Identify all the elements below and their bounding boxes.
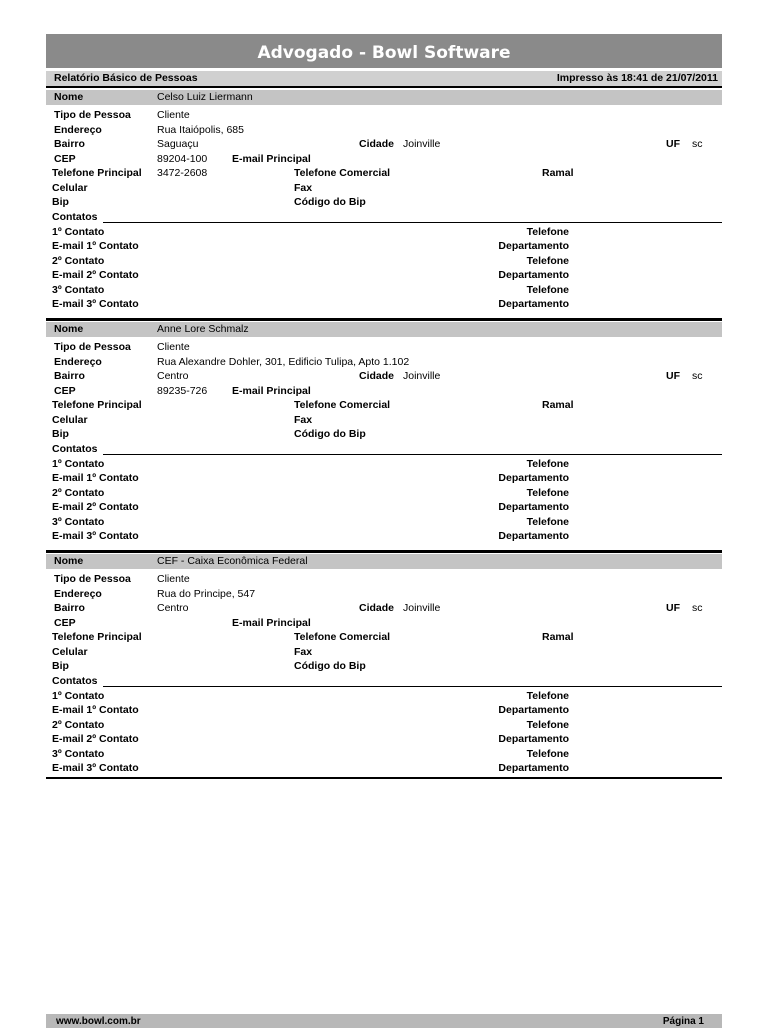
contact-1-label: 1º Contato	[52, 690, 105, 702]
pager-label: Bip	[52, 428, 69, 440]
contact-1-email-label: E-mail 1º Contato	[52, 472, 139, 484]
contact-2-label: 2º Contato	[52, 719, 105, 731]
footer-website: www.bowl.com.br	[56, 1016, 141, 1027]
contact-3-department-label: Departamento	[498, 530, 569, 542]
contact-2-phone-label: Telefone	[526, 719, 569, 731]
contact-2-label: 2º Contato	[52, 487, 105, 499]
state-label: UF	[666, 138, 680, 150]
name-value: Anne Lore Schmalz	[157, 323, 249, 335]
type-label: Tipo de Pessoa	[54, 109, 131, 121]
main-email-label: E-mail Principal	[232, 617, 311, 629]
record-name-bar	[46, 322, 722, 337]
contact-2-email-label: E-mail 2º Contato	[52, 269, 139, 281]
contacts-divider	[103, 222, 722, 223]
contact-2-department-label: Departamento	[498, 501, 569, 513]
report-name: Relatório Básico de Pessoas	[54, 72, 198, 84]
person-record	[46, 318, 722, 547]
name-label: Nome	[54, 555, 84, 567]
contacts-divider	[103, 686, 722, 687]
contacts-divider	[103, 454, 722, 455]
page-footer	[46, 1014, 722, 1028]
mobile-label: Celular	[52, 182, 88, 194]
person-record	[46, 550, 722, 779]
contact-3-phone-label: Telefone	[526, 284, 569, 296]
city-label: Cidade	[358, 138, 394, 150]
address-label: Endereço	[54, 356, 102, 368]
city-value: Joinville	[403, 370, 441, 382]
mobile-label: Celular	[52, 414, 88, 426]
mobile-label: Celular	[52, 646, 88, 658]
footer-page-number: Página 1	[662, 1016, 704, 1027]
record-name-bar	[46, 554, 722, 569]
main-phone-label: Telefone Principal	[52, 399, 142, 411]
zip-label: CEP	[54, 617, 76, 629]
type-label: Tipo de Pessoa	[54, 341, 131, 353]
contacts-label: Contatos	[52, 443, 98, 455]
contact-3-label: 3º Contato	[52, 516, 105, 528]
contact-1-email-label: E-mail 1º Contato	[52, 704, 139, 716]
city-label: Cidade	[358, 602, 394, 614]
contact-1-phone-label: Telefone	[526, 458, 569, 470]
main-email-label: E-mail Principal	[232, 153, 311, 165]
record-bottom-border	[46, 777, 722, 779]
pager-label: Bip	[52, 660, 69, 672]
city-value: Joinville	[403, 138, 441, 150]
zip-label: CEP	[54, 153, 76, 165]
contacts-label: Contatos	[52, 211, 98, 223]
record-name-bar	[46, 90, 722, 105]
name-value: Celso Luiz Liermann	[157, 91, 253, 103]
neighborhood-label: Bairro	[54, 602, 85, 614]
state-value: sc	[692, 602, 703, 614]
record-separator	[46, 318, 722, 321]
state-label: UF	[666, 602, 680, 614]
contact-3-email-label: E-mail 3º Contato	[52, 530, 139, 542]
name-value: CEF - Caixa Econômica Federal	[157, 555, 308, 567]
zip-value: 89235-726	[157, 385, 208, 397]
contact-1-department-label: Departamento	[498, 472, 569, 484]
business-phone-label: Telefone Comercial	[294, 399, 391, 411]
contact-1-label: 1º Contato	[52, 458, 105, 470]
neighborhood-label: Bairro	[54, 138, 85, 150]
city-value: Joinville	[403, 602, 441, 614]
contact-3-email-label: E-mail 3º Contato	[52, 762, 139, 774]
business-phone-label: Telefone Comercial	[294, 631, 391, 643]
contact-1-phone-label: Telefone	[526, 226, 569, 238]
contact-2-phone-label: Telefone	[526, 487, 569, 499]
contact-1-email-label: E-mail 1º Contato	[52, 240, 139, 252]
contact-2-email-label: E-mail 2º Contato	[52, 733, 139, 745]
pager-code-label: Código do Bip	[294, 196, 366, 208]
state-value: sc	[692, 370, 703, 382]
zip-value: 89204-100	[157, 153, 208, 165]
contact-3-label: 3º Contato	[52, 284, 105, 296]
pager-code-label: Código do Bip	[294, 660, 366, 672]
contact-3-phone-label: Telefone	[526, 516, 569, 528]
address-value: Rua Itaiópolis, 685	[157, 124, 244, 136]
state-value: sc	[692, 138, 703, 150]
extension-label: Ramal	[542, 399, 574, 411]
print-timestamp: Impresso às 18:41 de 21/07/2011	[556, 72, 718, 84]
neighborhood-label: Bairro	[54, 370, 85, 382]
fax-label: Fax	[294, 182, 313, 194]
fax-label: Fax	[294, 646, 313, 658]
contact-1-label: 1º Contato	[52, 226, 105, 238]
contact-3-department-label: Departamento	[498, 762, 569, 774]
contact-3-email-label: E-mail 3º Contato	[52, 298, 139, 310]
person-record	[46, 86, 722, 315]
contact-2-department-label: Departamento	[498, 269, 569, 281]
extension-label: Ramal	[542, 167, 574, 179]
state-label: UF	[666, 370, 680, 382]
contact-3-label: 3º Contato	[52, 748, 105, 760]
extension-label: Ramal	[542, 631, 574, 643]
city-label: Cidade	[358, 370, 394, 382]
contact-2-phone-label: Telefone	[526, 255, 569, 267]
main-phone-value: 3472-2608	[157, 167, 208, 179]
address-value: Rua Alexandre Dohler, 301, Edificio Tulipa, Apto 1.102	[157, 356, 410, 368]
type-value: Cliente	[157, 109, 190, 121]
zip-label: CEP	[54, 385, 76, 397]
report-title: Advogado - Bowl Software	[46, 34, 722, 68]
contact-2-label: 2º Contato	[52, 255, 105, 267]
contact-3-phone-label: Telefone	[526, 748, 569, 760]
business-phone-label: Telefone Comercial	[294, 167, 391, 179]
type-value: Cliente	[157, 573, 190, 585]
address-label: Endereço	[54, 124, 102, 136]
fax-label: Fax	[294, 414, 313, 426]
address-label: Endereço	[54, 588, 102, 600]
neighborhood-value: Centro	[157, 602, 189, 614]
contact-1-department-label: Departamento	[498, 704, 569, 716]
neighborhood-value: Centro	[157, 370, 189, 382]
type-value: Cliente	[157, 341, 190, 353]
contacts-label: Contatos	[52, 675, 98, 687]
main-email-label: E-mail Principal	[232, 385, 311, 397]
name-label: Nome	[54, 323, 84, 335]
record-separator	[46, 550, 722, 553]
address-value: Rua do Principe, 547	[157, 588, 256, 600]
pager-code-label: Código do Bip	[294, 428, 366, 440]
contact-1-phone-label: Telefone	[526, 690, 569, 702]
contact-2-email-label: E-mail 2º Contato	[52, 501, 139, 513]
main-phone-label: Telefone Principal	[52, 167, 142, 179]
contact-3-department-label: Departamento	[498, 298, 569, 310]
pager-label: Bip	[52, 196, 69, 208]
neighborhood-value: Saguaçu	[157, 138, 199, 150]
contact-2-department-label: Departamento	[498, 733, 569, 745]
name-label: Nome	[54, 91, 84, 103]
type-label: Tipo de Pessoa	[54, 573, 131, 585]
contact-1-department-label: Departamento	[498, 240, 569, 252]
main-phone-label: Telefone Principal	[52, 631, 142, 643]
